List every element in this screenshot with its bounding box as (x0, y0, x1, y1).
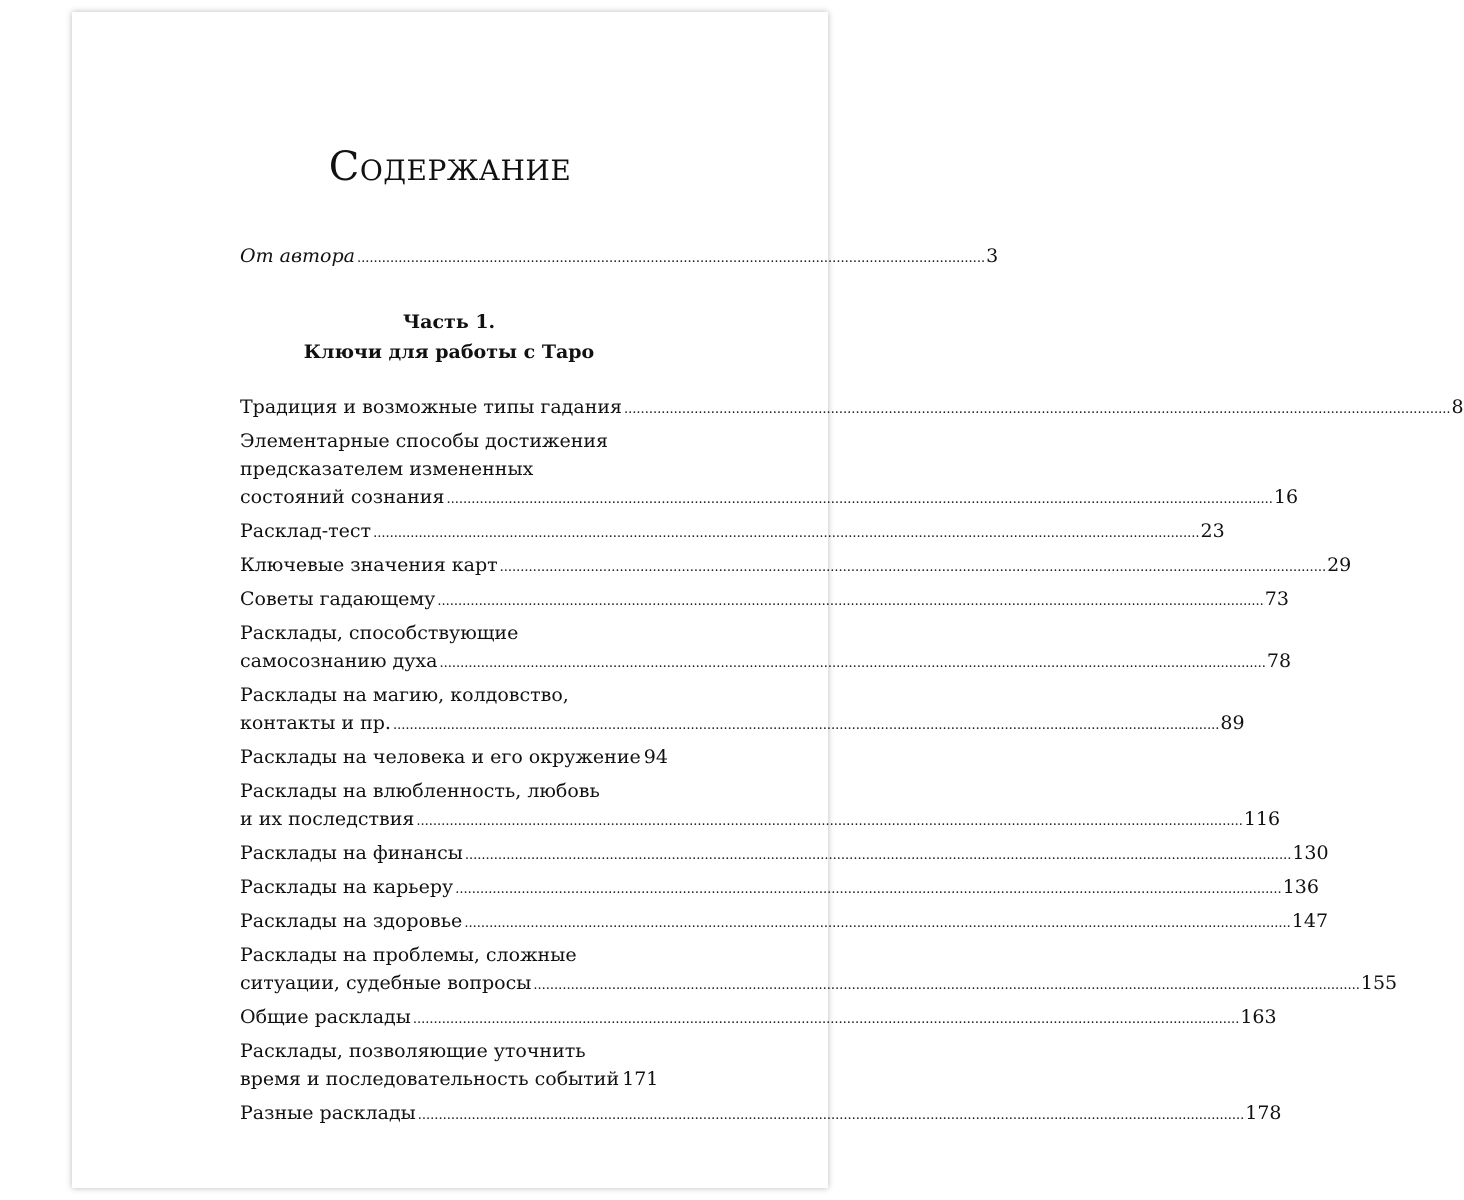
leader-dots: ........................................................................................................................................................................................................ (416, 814, 1243, 829)
part-number: Часть 1. (402, 311, 496, 333)
toc-entry-line: Расклады, позволяющие уточнить (240, 1040, 586, 1062)
toc-entry (240, 777, 1281, 836)
toc-page-number: 94 (643, 746, 668, 768)
toc-entry (240, 393, 1464, 424)
toc-entry (240, 743, 668, 774)
toc-entry (240, 619, 1292, 678)
toc-page-number: 89 (1220, 712, 1245, 734)
toc-page-number: 73 (1264, 588, 1289, 610)
toc-entry (240, 585, 1289, 616)
toc-page-number: 155 (1360, 972, 1398, 994)
toc-page-number: 130 (1292, 842, 1329, 864)
table-of-contents (240, 242, 1464, 1130)
toc-entry (240, 1099, 1282, 1130)
leader-dots: ........................................................................................................................................................................................................ (437, 594, 1264, 609)
toc-entry-line: контакты и пр. (240, 712, 391, 734)
toc-entry (240, 427, 1299, 514)
toc-entry-line: Ключевые значения карт (240, 554, 498, 576)
toc-entry-line: Расклады на здоровье (240, 910, 463, 932)
toc-entry-line: Расклады на влюбленность, любовь (240, 780, 600, 802)
toc-entry-line: Расклады на проблемы, сложные (240, 944, 577, 966)
leader-dots: ........................................................................................................................................................................................................ (464, 848, 1292, 863)
toc-entry-line: Расклады, способствующие (240, 622, 519, 644)
toc-page-number: 23 (1200, 520, 1225, 542)
toc-entry-line: Расклады на человека и его окружение (240, 746, 641, 768)
toc-entry-preface (240, 242, 999, 273)
toc-entry-line: Элементарные способы достижения (240, 430, 609, 452)
toc-entry (240, 681, 1245, 740)
toc-page-number: 78 (1266, 650, 1292, 672)
toc-entry-line: Расклады на магию, колдовство, (240, 684, 569, 706)
leader-dots: ........................................................................................................................................................................................................ (464, 916, 1291, 931)
page (72, 12, 1464, 1188)
leader-dots: ........................................................................................................................................................................................................ (412, 1012, 1240, 1027)
toc-page-number: 29 (1327, 554, 1352, 576)
part-heading (240, 307, 658, 367)
toc-entry-line: Разные расклады (240, 1102, 416, 1124)
toc-page-number: 178 (1245, 1102, 1282, 1124)
toc-page-number: 8 (1451, 396, 1464, 418)
toc-page-number: 116 (1243, 808, 1281, 830)
toc-entry (240, 873, 1319, 904)
toc-entry-line: и их последствия (240, 808, 415, 830)
leader-dots: ........................................................................................................................................................ (356, 251, 986, 266)
leader-dots: ........................................................................................................................................................................................................ (392, 718, 1220, 733)
toc-entry-line: Расклады на карьеру (240, 876, 454, 898)
leader-dots: ........................................................................................................................................................................................................ (439, 656, 1266, 671)
toc-entries (240, 393, 1464, 1130)
leader-dots: ........................................................................................................................................................................................................ (533, 978, 1360, 993)
toc-entry-line: самосознанию духа (240, 650, 438, 672)
toc-entry-line: Общие расклады (240, 1006, 411, 1028)
leader-dots: ........................................................................................................................................................................................................ (624, 402, 1451, 417)
toc-entry (240, 517, 1225, 548)
toc-entry-line: время и последовательность событий (240, 1068, 620, 1090)
toc-entry-label: От автора (240, 245, 355, 267)
leader-dots: ........................................................................................................................................................................................................ (446, 492, 1273, 507)
toc-page-number: 163 (1240, 1006, 1277, 1028)
toc-entry (240, 1003, 1277, 1034)
leader-dots: ........................................................................................................................................................................................................ (499, 560, 1327, 575)
toc-entry (240, 551, 1352, 582)
toc-entry (240, 839, 1329, 870)
toc-entry-line: Расклад-тест (240, 520, 372, 542)
toc-page-number: 171 (622, 1068, 659, 1090)
toc-page-number: 16 (1273, 486, 1299, 508)
part-title: Ключи для работы с Таро (303, 341, 595, 363)
leader-dots: ........................................................................................................................................................................................................ (417, 1108, 1245, 1123)
toc-entry-line: Советы гадающему (240, 588, 436, 610)
toc-entry-line: предсказателем измененных (240, 458, 534, 480)
toc-entry-line: состояний сознания (240, 486, 445, 508)
toc-entry (240, 1037, 658, 1096)
toc-entry (240, 941, 1398, 1000)
toc-entry-line: Расклады на финансы (240, 842, 463, 864)
toc-page-number: 147 (1291, 910, 1329, 932)
page-title: Содержание (328, 144, 572, 190)
toc-page-number: 136 (1282, 876, 1319, 898)
toc-entry (240, 907, 1329, 938)
toc-entry-line: ситуации, судебные вопросы (240, 972, 532, 994)
toc-entry-line: Традиция и возможные типы гадания (240, 396, 623, 418)
leader-dots: ........................................................................................................................................................................................................ (455, 882, 1282, 897)
leader-dots: ........................................................................................................................................................................................................ (373, 526, 1200, 541)
toc-page-number: 3 (986, 245, 999, 267)
